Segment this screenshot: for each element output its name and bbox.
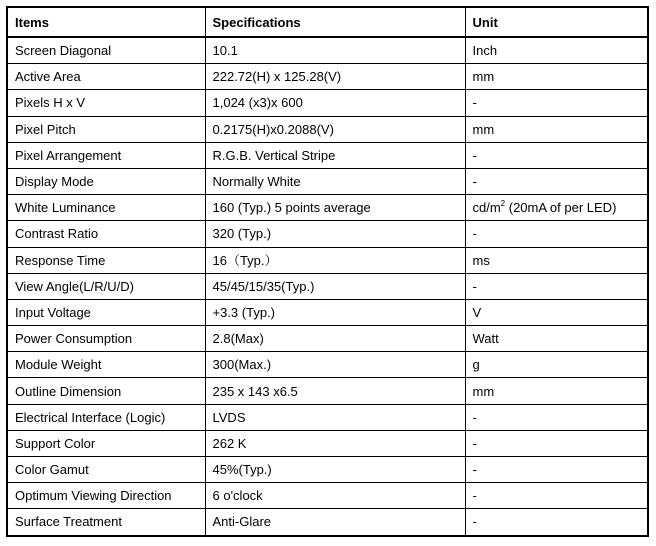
table-header-row: [7, 7, 648, 37]
unit-cell: -: [465, 90, 648, 116]
spec-cell: 1,024 (x3)x 600: [205, 90, 465, 116]
spec-cell: 16（Typ.）: [205, 247, 465, 273]
spec-cell: 160 (Typ.) 5 points average: [205, 195, 465, 221]
table-row: [7, 483, 648, 509]
table-row: [7, 142, 648, 168]
item-cell: Pixels H x V: [7, 90, 205, 116]
spec-cell: 262 K: [205, 430, 465, 456]
spec-cell: R.G.B. Vertical Stripe: [205, 142, 465, 168]
spec-cell: 6 o'clock: [205, 483, 465, 509]
unit-cell: g: [465, 352, 648, 378]
unit-cell: Watt: [465, 326, 648, 352]
item-cell: Power Consumption: [7, 326, 205, 352]
unit-cell: -: [465, 221, 648, 247]
spec-cell: 300(Max.): [205, 352, 465, 378]
unit-cell: -: [465, 430, 648, 456]
unit-cell: -: [465, 483, 648, 509]
unit-cell: -: [465, 168, 648, 194]
spec-table-container: [6, 6, 647, 537]
item-cell: Input Voltage: [7, 299, 205, 325]
item-cell: Contrast Ratio: [7, 221, 205, 247]
table-row: [7, 37, 648, 64]
unit-superscript: 2: [500, 199, 506, 209]
spec-cell: 222.72(H) x 125.28(V): [205, 64, 465, 90]
spec-cell: Anti-Glare: [205, 509, 465, 536]
spec-cell: 0.2175(H)x0.2088(V): [205, 116, 465, 142]
table-row: [7, 64, 648, 90]
specification-table: [6, 6, 649, 537]
spec-cell: Normally White: [205, 168, 465, 194]
spec-cell: 10.1: [205, 37, 465, 64]
item-cell: Support Color: [7, 430, 205, 456]
unit-cell: Inch: [465, 37, 648, 64]
table-row: [7, 247, 648, 273]
table-row: [7, 457, 648, 483]
item-cell: Surface Treatment: [7, 509, 205, 536]
unit-prefix: cd/m: [472, 200, 501, 216]
unit-cell: mm: [465, 64, 648, 90]
item-cell: Pixel Arrangement: [7, 142, 205, 168]
item-cell: Response Time: [7, 247, 205, 273]
table-row: [7, 90, 648, 116]
spec-cell: 2.8(Max): [205, 326, 465, 352]
unit-cell: ms: [465, 247, 648, 273]
unit-cell: -: [465, 457, 648, 483]
spec-cell: 235 x 143 x6.5: [205, 378, 465, 404]
item-cell: Color Gamut: [7, 457, 205, 483]
header-unit: Unit: [465, 7, 648, 37]
unit-cell: [465, 195, 648, 221]
item-cell: Active Area: [7, 64, 205, 90]
table-row: [7, 168, 648, 194]
item-cell: Display Mode: [7, 168, 205, 194]
table-row: [7, 299, 648, 325]
item-cell: Module Weight: [7, 352, 205, 378]
item-cell: Outline Dimension: [7, 378, 205, 404]
item-cell: Pixel Pitch: [7, 116, 205, 142]
table-row: [7, 430, 648, 456]
unit-cell: -: [465, 509, 648, 536]
item-cell: White Luminance: [7, 195, 205, 221]
table-row: [7, 404, 648, 430]
header-specifications: Specifications: [205, 7, 465, 37]
unit-suffix: (20mA of per LED): [505, 200, 617, 216]
header-items: Items: [7, 7, 205, 37]
unit-cell: mm: [465, 378, 648, 404]
spec-cell: LVDS: [205, 404, 465, 430]
item-cell: Screen Diagonal: [7, 37, 205, 64]
table-row: [7, 378, 648, 404]
unit-cell: -: [465, 404, 648, 430]
unit-cell: -: [465, 273, 648, 299]
item-cell: Electrical Interface (Logic): [7, 404, 205, 430]
item-cell: Optimum Viewing Direction: [7, 483, 205, 509]
table-row: [7, 195, 648, 221]
table-row: [7, 326, 648, 352]
unit-cell: mm: [465, 116, 648, 142]
spec-cell: +3.3 (Typ.): [205, 299, 465, 325]
table-row: [7, 509, 648, 536]
table-row: [7, 352, 648, 378]
unit-cell: -: [465, 142, 648, 168]
unit-cell: V: [465, 299, 648, 325]
table-row: [7, 273, 648, 299]
spec-cell: 45%(Typ.): [205, 457, 465, 483]
item-cell: View Angle(L/R/U/D): [7, 273, 205, 299]
spec-cell: 320 (Typ.): [205, 221, 465, 247]
spec-cell: 45/45/15/35(Typ.): [205, 273, 465, 299]
table-row: [7, 116, 648, 142]
table-row: [7, 221, 648, 247]
